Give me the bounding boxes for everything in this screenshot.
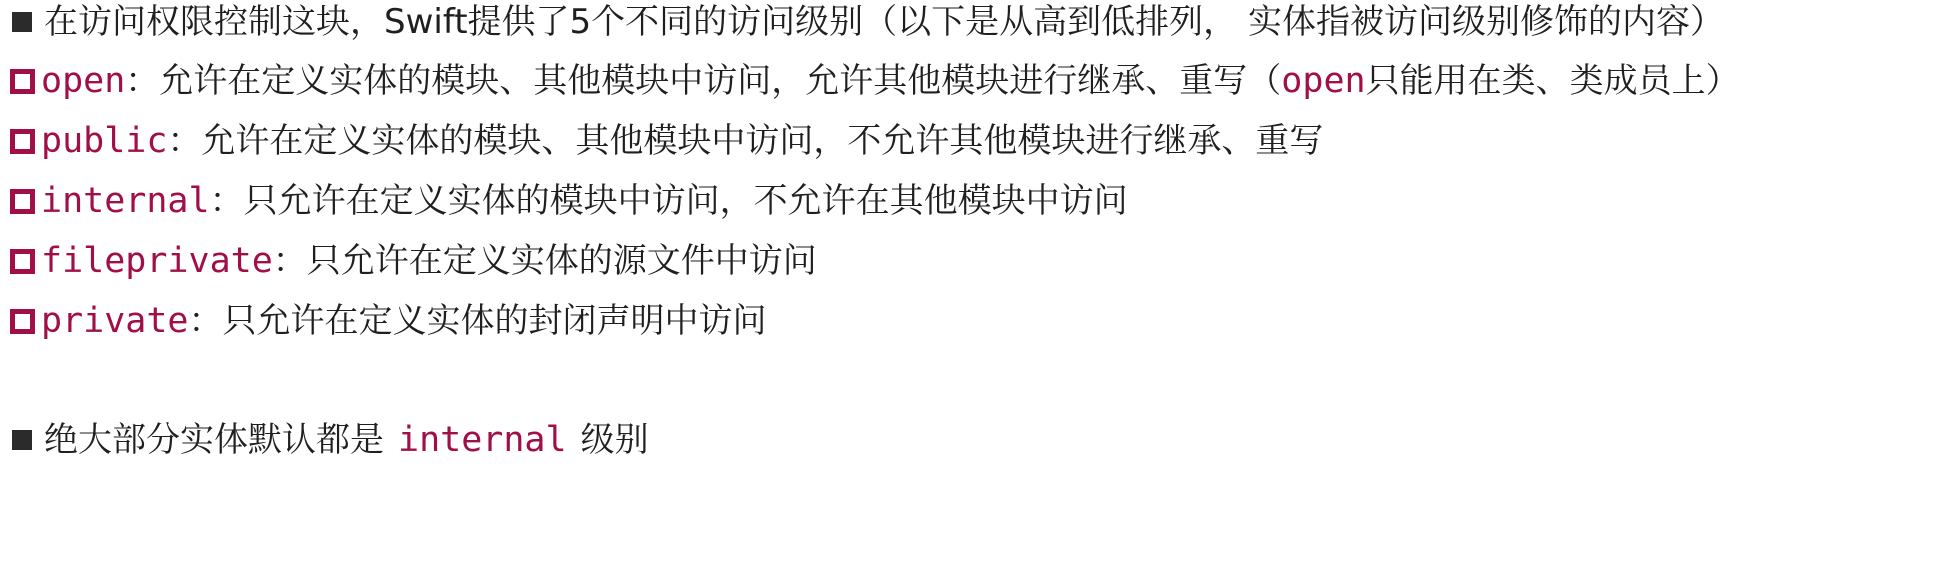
hollow-square-bullet-icon [10, 309, 35, 334]
private-description: ：只允许在定义实体的封闭声明中访问 [188, 301, 767, 341]
default-level-note [10, 415, 649, 465]
public-description: ：允许在定义实体的模块、其他模块中访问，不允许其他模块进行继承、重写 [167, 121, 1324, 161]
intro-line [10, 0, 1724, 47]
default-note-pre: 绝大部分实体默认都是 [44, 420, 384, 460]
hollow-square-bullet-icon [10, 189, 35, 214]
keyword-fileprivate: fileprivate [41, 241, 273, 281]
inline-keyword-open: open [1281, 61, 1366, 101]
access-level-open [10, 56, 1740, 106]
keyword-internal: internal [41, 181, 210, 221]
open-description-post: 只能用在类、类成员上） [1365, 61, 1740, 101]
square-bullet-icon [12, 12, 32, 32]
hollow-square-bullet-icon [10, 129, 35, 154]
keyword-private: private [41, 301, 189, 341]
keyword-public: public [41, 121, 168, 161]
hollow-square-bullet-icon [10, 249, 35, 274]
access-level-public [10, 116, 1323, 166]
default-note-post: 级别 [580, 420, 649, 460]
access-level-internal [10, 176, 1128, 226]
keyword-open: open [41, 61, 126, 101]
internal-description: ：只允许在定义实体的模块中访问，不允许在其他模块中访问 [209, 181, 1128, 221]
intro-text: 在访问权限控制这块，Swift提供了5个不同的访问级别（以下是从高到低排列， 实体指被访问级别修饰的内容） [44, 2, 1724, 42]
square-bullet-icon [12, 430, 32, 450]
access-level-fileprivate [10, 236, 817, 286]
fileprivate-description: ：只允许在定义实体的源文件中访问 [272, 241, 817, 281]
access-level-private [10, 296, 767, 346]
open-description-pre: ：允许在定义实体的模块、其他模块中访问，允许其他模块进行继承、重写（ [125, 61, 1282, 101]
hollow-square-bullet-icon [10, 69, 35, 94]
keyword-internal-default: internal [398, 420, 567, 460]
